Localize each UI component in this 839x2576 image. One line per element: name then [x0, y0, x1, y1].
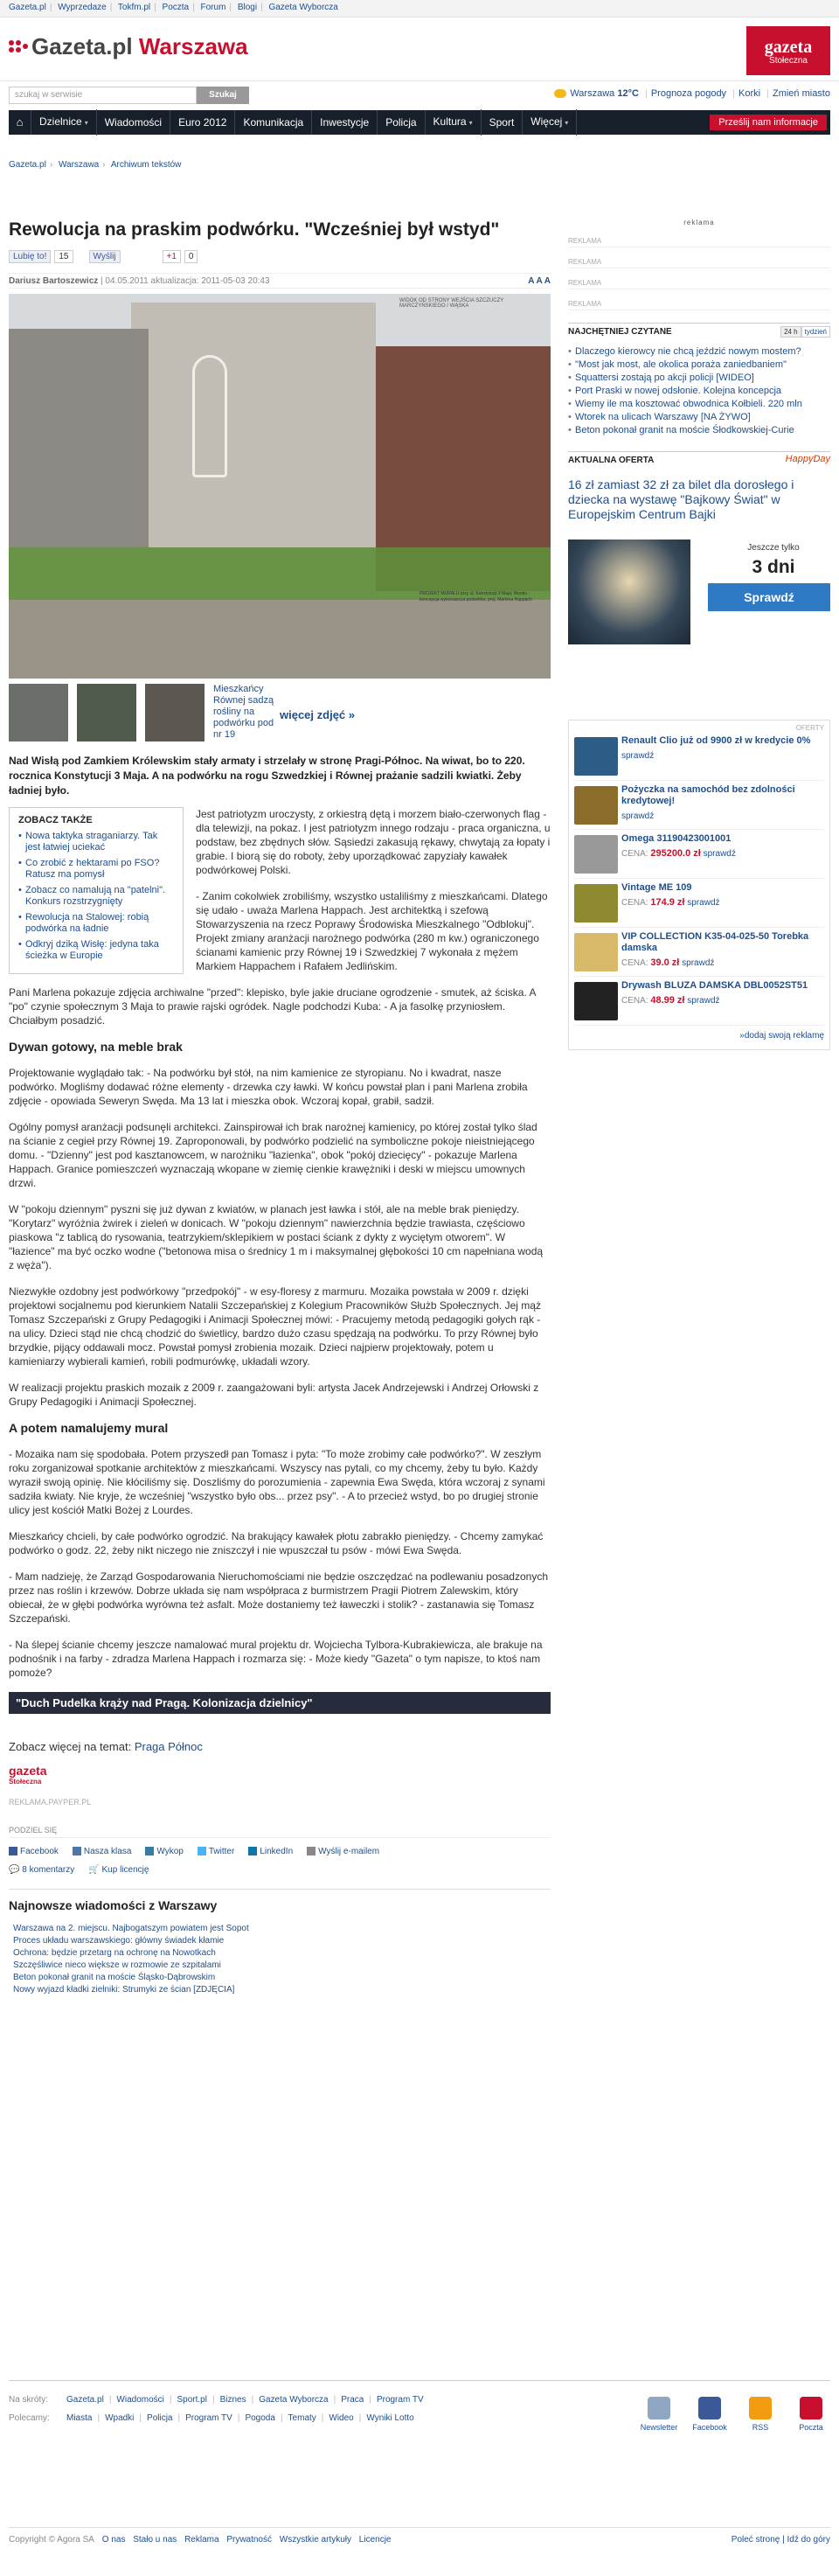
breadcrumb-link[interactable]: Warszawa [58, 160, 100, 170]
bottom-link[interactable]: Reklama [184, 2535, 219, 2545]
article-paragraph: - Mozaika nam się spodobała. Potem przyszedł pan Tomasz i pyta: "To może zrobimy całe podwórko?". W zeszłym roku zorganizował spotkanie architektów z mieszkańcami. Wszyscy nas pytali, co my chcemy, żeby tu było. Każdy wyraził swoją opinię. Nie kłóciliśmy się. Doszliśmy do porozumienia - zapewnia Ewa Swęda, która wczoraj z synami sadziła kwiaty. Nie kryje, że wcześniej "wszystko było obs... przez psy". - A to przecież wstyd, bo po drugiej stronie ulicy jest kościół Matki Bożej z Lourdes. [9, 1448, 545, 1516]
most-read-title: NAJCHĘTNIEJ CZYTANE [568, 327, 672, 337]
offer-thumbnail[interactable] [574, 835, 618, 874]
photo-legend: PROJEKT MURALU przy ul. Konstytucji 3 Maja; Muralu - koncepcja wykonawcza podwórka; proj. Marlena Happach [420, 591, 532, 602]
share-label: PODZIEL SIĘ [9, 1826, 551, 1838]
like-count: 15 [54, 250, 73, 263]
footer-recommended: Polecamy: Miasta | Wpadki | Policja | Program TV | Pogoda | Tematy | Wideo | Wyniki Lotto [9, 2413, 414, 2423]
article-paragraph: Mieszkańcy chcieli, by całe podwórko ogrodzić. Na brakujący kawałek płotu zabrakło pieniędzy. - Chcemy zamykać podwórko o godz. 22, żeby nikt niczego nie zniszczył i nie wpuszczał tu psów - mówi Ewa Swęda. [9, 1530, 544, 1556]
offer-check-link[interactable]: sprawdź [621, 751, 655, 761]
nk-icon [73, 1847, 81, 1855]
bottom-link[interactable]: Prywatność [226, 2535, 272, 2545]
temperature: 12°C [617, 88, 639, 99]
offer-thumbnail[interactable] [574, 884, 618, 922]
footer-link[interactable]: Wideo [329, 2413, 354, 2423]
search-input[interactable]: szukaj w serwisie [9, 87, 197, 104]
forecast-link[interactable]: Prognoza pogody [650, 88, 727, 99]
site-header [0, 17, 839, 80]
breadcrumb-link[interactable]: Gazeta.pl [9, 160, 46, 170]
mail-link[interactable]: Poczta [792, 2397, 830, 2432]
nav-dzielnice[interactable]: Dzielnice ▾ [31, 109, 97, 136]
offer-item-price [621, 750, 824, 761]
bottom-link[interactable]: Stało u nas [133, 2535, 177, 2545]
newsletter-icon [648, 2397, 670, 2419]
facebook-icon [698, 2397, 721, 2419]
article-paragraph: - Na ślepej ścianie chcemy jeszcze namalować mural projektu dr. Wojciecha Tylbora-Kubrakiewicza, ale brakuje na podnośnik i na farby - zdradza Marlena Happach i rozmarza się: - Może kiedy "Gazeta" o tym napisze, to ktoś nam pomoże? [9, 1639, 543, 1679]
offer-until-label: Jeszcze tylko [747, 543, 800, 553]
thumbnail-image[interactable] [77, 684, 136, 741]
offer-check-link[interactable]: sprawdź [687, 898, 720, 908]
see-also-link[interactable]: • Zobacz co namalują na "patelni". Konkurs rozstrzygnięty [18, 885, 174, 908]
tab-24h[interactable]: 24 h [780, 326, 801, 338]
recommend-top-link[interactable]: Poleć stronę | Idź do góry [731, 2535, 830, 2545]
top-service-bar: Gazeta.pl | Wyprzedaze | Tokfm.pl | Poczta | Forum | Blogi | Gazeta Wyborcza [0, 0, 839, 17]
search-row [0, 80, 839, 108]
social-buttons [9, 248, 551, 264]
main-nav [9, 110, 830, 135]
photo-caption: WIDOK OD STRONY WEJŚCIA SZCZUCZY MARCZYŃSKIEGO / WĄSKA [399, 298, 504, 309]
copyright-text: Copyright © Agora SA [9, 2535, 94, 2545]
rss-link[interactable]: RSS [741, 2397, 780, 2432]
topbar-link[interactable]: Poczta [162, 3, 190, 12]
font-size-switch[interactable]: A A A [528, 276, 551, 286]
most-read-link[interactable]: • "Most jak most, ale okolica poraża zaniedbaniem" [568, 359, 830, 372]
footer-link[interactable]: Wyniki Lotto [366, 2413, 414, 2423]
latest-news-link[interactable]: Beton pokonał granit na moście Śląsko-Dąbrowskim [13, 1973, 216, 1982]
offer-item[interactable] [574, 977, 824, 1026]
see-more-topic: Zobacz więcej na temat: Praga Północ [9, 1740, 203, 1753]
offer-check-link[interactable]: sprawdź [687, 996, 720, 1006]
thumbnail-image[interactable] [9, 684, 68, 741]
sun-icon [554, 89, 566, 98]
see-also-title: ZOBACZ TAKŻE [18, 815, 93, 825]
article-column [9, 219, 551, 1996]
article-body [9, 807, 551, 1996]
nav-sport[interactable]: Sport [482, 110, 524, 135]
offer-image[interactable] [568, 540, 690, 644]
footer-link[interactable]: Biznes [219, 2395, 246, 2405]
offer-title: AKTUALNA OFERTA [568, 456, 655, 465]
offer-thumbnail[interactable] [574, 786, 618, 825]
see-also-link[interactable]: • Rewolucja na Stalowej: robią podwórka na ładnie [18, 912, 174, 935]
article-paragraph: Jest patriotyzm uroczysty, z orkiestrą dętą i morzem biało-czerwonych flag - dla telewizji, na pokaz. I jest patriotyzm innego rodzaju - praca organiczna, u podstaw, bez zbędnych słów. Sąsiedzi zakasują rękawy, chwytają za łopaty i grabie. I biorą się do roboty, żeby uporządkować zapyziały kawałek podwórkowej Polski. [196, 808, 551, 876]
share-email[interactable]: Wyślij e-mailem [307, 1847, 379, 1856]
tab-week[interactable]: tydzień [801, 326, 830, 338]
facebook-link[interactable]: Facebook [690, 2397, 729, 2432]
article-meta: Dariusz Bartoszewicz | 04.05.2011 aktualizacja: 2011-05-03 20:43 A A A [9, 273, 551, 289]
offer-item[interactable] [574, 928, 824, 977]
offer-check-link[interactable]: sprawdź [682, 958, 715, 968]
latest-news-link[interactable]: Ochrona: będzie przetarg na ochronę na Nowotkach [13, 1948, 216, 1958]
traffic-link[interactable]: Korki [738, 88, 761, 99]
offer-item-price [621, 811, 824, 821]
more-photos-link[interactable]: więcej zdjęć » [280, 708, 355, 721]
topbar-link[interactable]: Tokfm.pl [117, 3, 151, 12]
footer-link[interactable]: Program TV [376, 2395, 424, 2405]
offer-check-link[interactable]: sprawdź [621, 811, 655, 821]
article-paragraph: W realizacji projektu praskich mozaik z 2009 r. zaangażowani byli: artysta Jacek Andrzejewski i Andrzej Orłowski z Grupy Pedagogiki i Animacji Społecznej. [9, 1382, 539, 1408]
ad-slot: REKLAMA [568, 279, 830, 289]
article-lead: Nad Wisłą pod Zamkiem Królewskim stały armaty i strzelały w stronę Pragi-Północ. Na wiwat, bo to 220. rocznica Konstytucji 3 Maja. A na podwórku na rogu Szwedzkiej i Równej prażanie sadzili kwiatki. Żeby ładniej było. [9, 755, 525, 797]
linkedin-icon [248, 1847, 257, 1855]
footer-link[interactable]: Pogoda [245, 2413, 275, 2423]
share-twitter[interactable]: Twitter [198, 1847, 234, 1856]
facebook-icon [9, 1847, 17, 1855]
most-read-link[interactable]: • Squattersi zostają po akcji policji [WIDEO] [568, 372, 830, 385]
most-read-link[interactable]: • Port Praski w nowej odsłonie. Kolejna koncepcja [568, 385, 830, 398]
home-icon[interactable]: ⌂ [9, 110, 31, 135]
nav-kultura[interactable]: Kultura ▾ [426, 109, 482, 136]
comments-link[interactable]: 💬 8 komentarzy [9, 1865, 75, 1875]
like-button[interactable]: Lubię to! [9, 250, 51, 263]
bottom-bar [9, 2527, 830, 2548]
footer [9, 2380, 830, 2468]
footer-link[interactable]: Wpadki [105, 2413, 135, 2423]
article-paragraph: Ogólny pomysł aranżacji podsunęli architekci. Zainspirował ich brak narożnej kamienicy, po której został tylko ślad na ścianie z cegieł przy Równej 19. Zaproponowali, by podwórko podzielić na symboliczne pokoje nieistniejącego domu. - "Dzienny" jest pod kasztanowcem, w narożniku "łazienka", obok "pokój dziecięcy" - pokazuje Marlena Happach. Granice pomieszczeń wyznaczają wkopane w ziemię cienkie krawężniki i deski w miejscu umownych drzwi. [9, 1121, 537, 1189]
search-button[interactable]: Szukaj [197, 87, 249, 104]
footer-link[interactable]: Sport.pl [177, 2395, 207, 2405]
breadcrumb: Gazeta.pl › Warszawa › Archiwum tekstów [9, 160, 182, 170]
see-also-link[interactable]: • Nowa taktyka straganiarzy. Tak jest łatwiej uciekać [18, 831, 174, 853]
offer-item-title[interactable]: Renault Clio już od 9900 zł w kredycie 0% [621, 735, 811, 746]
buy-license-link[interactable]: 🛒 Kup licencję [88, 1865, 149, 1875]
footer-link[interactable]: Gazeta.pl [66, 2395, 104, 2405]
topbar-link[interactable]: Gazeta Wyborcza [268, 3, 338, 12]
nav-wiecej[interactable]: Więcej ▾ [523, 109, 577, 136]
article-paragraph: - Zanim cokolwiek zrobiliśmy, wszystko ustaliliśmy z mieszkańcami. Dlatego się udało - uważa Marlena Happach. Jest architektką i szefową Stowarzyszenia na rzecz Poprawy Środowiska Mieszkalnego "Odblokuj". Projekt zmiany aranżacji narożnego podwórka (280 m kw.) ograniczonego ścianami kamienic przy Równej 19 i Szwedzkiej 7 wykonała z mężem Markiem Happachem i Rafałem Jedlińskim. [196, 890, 548, 972]
share-naszaklasa[interactable]: Nasza klasa [73, 1847, 131, 1856]
nav-wiadomosci[interactable]: Wiadomości [97, 110, 170, 135]
add-ad-link[interactable]: »dodaj swoją reklamę [739, 1031, 824, 1041]
article-photo[interactable] [9, 294, 551, 679]
footer-link[interactable]: Miasta [66, 2413, 93, 2423]
latest-news-link[interactable]: Nowy wyjazd kładki zielniki: Strumyki ze ścian [ZDJĘCIA] [13, 1985, 235, 1995]
nav-euro2012[interactable]: Euro 2012 [170, 110, 235, 135]
offer-item-title[interactable]: Vintage ME 109 [621, 882, 692, 893]
nav-policja[interactable]: Policja [378, 110, 425, 135]
see-also-link[interactable]: • Odkryj dziką Wisłę: jedyna taka ścieżka w Europie [18, 939, 174, 962]
bottom-link[interactable]: Wszystkie artykuły [279, 2535, 352, 2545]
offer-item[interactable] [574, 732, 824, 781]
footer-link[interactable]: Praca [341, 2395, 364, 2405]
ad-slot: REKLAMA [568, 237, 830, 247]
ad-label: reklama [683, 219, 715, 226]
ad-slot: REKLAMA [568, 258, 830, 268]
gplus-button[interactable]: +1 [163, 250, 181, 263]
see-also-link[interactable]: • Co zrobić z hektarami po FSO? Ratusz ma pomysł [18, 858, 174, 881]
article-subheading: A potem namalujemy mural [9, 1421, 169, 1435]
latest-news-link[interactable]: Warszawa na 2. miejscu. Najbogatszym powiatem jest Sopot [13, 1924, 249, 1933]
send-info-button[interactable]: Prześlij nam informacje [710, 115, 827, 130]
comments-bar [9, 1865, 551, 1875]
latest-news-link[interactable]: Proces układu warszawskiego: główny świadek kłamie [13, 1936, 225, 1946]
offer-item-price: CENA: 174.9 zł sprawdź [621, 897, 720, 908]
offer-item-title[interactable]: VIP COLLECTION K35-04-025-50 Torebka damska [621, 931, 809, 953]
share-facebook[interactable]: Facebook [9, 1847, 59, 1856]
footer-link[interactable]: Tematy [288, 2413, 316, 2423]
thumbnail-image[interactable] [145, 684, 205, 741]
offer-item-price: CENA: 39.0 zł sprawdź [621, 957, 715, 968]
footer-link[interactable]: Program TV [185, 2413, 232, 2423]
footer-link[interactable]: Policja [147, 2413, 173, 2423]
thumbnail-caption[interactable]: Mieszkańcy Równej sadzą rośliny na podwórku pod nr 19 [213, 684, 274, 740]
topbar-link[interactable]: Forum [200, 3, 226, 12]
article-paragraph: W "pokoju dziennym" pyszni się już dywan z kwiatów, w planach jest ławka i stół, ale na meble brak pieniędzy. "Korytarz" wyróżnia żwirek i zieleń w donicach. W "pokoju dziennym" nawierzchnia będzie trawiasta, częściowo piaskowa "z tablicą do rysowania, teatrzykiem/sklepikiem w postaci ściank z dykty z wyciętym otworem". W "łazience" ma być oczko wodne ("betonowa misa o średnicy 1 m i maksymalnej głębokości 10 cm napełniana wodą z węża"). [9, 1203, 544, 1271]
related-article-banner[interactable]: "Duch Pudelka krąży nad Pragą. Kolonizacja dzielnicy" [9, 1692, 551, 1714]
article-subheading: Dywan gotowy, na meble brak [9, 1040, 183, 1054]
offer-item-title[interactable]: Omega 31190423001001 [621, 833, 732, 844]
newsletter-link[interactable]: Newsletter [640, 2397, 678, 2432]
offer-days: 3 dni [752, 557, 795, 577]
offer-item-title[interactable]: Drywash BLUZA DAMSKA DBL0052ST51 [621, 980, 808, 991]
rss-icon [749, 2397, 772, 2419]
offer-text[interactable]: 16 zł zamiast 32 zł za bilet dla dorosłego i dziecka na wystawę "Bajkowy Świat" w Europejskim Centrum Bajki [568, 477, 794, 521]
article-date: 04.05.2011 aktualizacja: 2011-05-03 20:43 [105, 276, 270, 286]
article-paragraph: Pani Marlena pokazuje zdjęcia archiwalne "przed": klepisko, byle jakie druciane ogrodzenie - smutek, aż ściska. A "po" czynie społecznym 3 Maja to prawie rajski ogródek. Nagle podchodzi Kuba: - A ja fasolkę przyniosłem. Chciałbym posadzić. [9, 986, 536, 1027]
email-icon [307, 1847, 315, 1855]
offer-check-button[interactable]: Sprawdź [708, 583, 830, 611]
offer-thumbnail[interactable] [574, 933, 618, 971]
weather-widget: Warszawa 12°C | Prognoza pogody | Korki | Zmień miasto [554, 88, 830, 99]
photo-thumbnails [9, 684, 551, 741]
offer-item[interactable] [574, 879, 824, 928]
most-read-box [568, 323, 830, 437]
gazeta-mini-logo: gazeta Stołeczna [9, 1764, 47, 1786]
offer-item-price: CENA: 48.99 zł sprawdź [621, 995, 720, 1006]
latest-news-title: Najnowsze wiadomości z Warszawy [9, 1898, 218, 1912]
topbar-link[interactable]: Gazeta.pl [9, 3, 46, 12]
topbar-link[interactable]: Wyprzedaze [58, 3, 107, 12]
footer-link[interactable]: Gazeta Wyborcza [259, 2395, 329, 2405]
mail-icon [800, 2397, 822, 2419]
offer-item-price: CENA: 295200.0 zł sprawdź [621, 848, 736, 859]
offers-box [568, 720, 830, 1050]
article-paragraph: Niezwykłe ozdobny jest podwórkowy "przedpokój" - w esy-floresy z marmuru. Mozaika powstała w 2009 r. dzięki projektowi socjalnemu pod kierunkiem Natalii Szczepańskiej z Kolegium Pracowników Służb Społecznych. Jej mąż Tomasz Szczepański z Grupy Pedagogiki i Animacji Społecznej mówi: - Pracujemy metodą pedagogiki gołych rąk - na ulicy. Dzieci stąd nie chcą chodzić do świetlicy, bardzo dużo czasu spędzają na podwórku. To przy Równej było brzydkie, pijący oddawali mocz. Powstał pomysł zrobienia mozaik. Dzieci najpierw projektowały, potem u kamieniarzy wybierali kamień, robili podmurówkę, układali wzory. [9, 1285, 541, 1368]
breadcrumb-link[interactable]: Archiwum tekstów [110, 160, 182, 170]
latest-news-link[interactable]: Szczęśliwice nieco większe w rozmowie ze szpitalami [13, 1960, 221, 1970]
payper-label: REKLAMA.PAYPER.PL [9, 1798, 92, 1807]
footer-link[interactable]: Wiadomości [116, 2395, 164, 2405]
most-read-link[interactable]: • Wiemy ile ma kosztować obwodnica Kołbieli. 220 mln [568, 398, 830, 411]
article-paragraph: - Mam nadzieję, że Zarząd Gospodarowania Nieruchomościami nie będzie oszczędzać na podlewaniu posadzonych przez nas roślin i krzewów. Dobrze układa się nam współpraca z burmistrzem Pragii Piotrem Zalewskim, który obiecał, że w głębi podwórka wyrówna też asfalt. Może dostaniemy też ławeczki i stolik? - zastanawia się Tomasz Szczepański. [9, 1570, 548, 1625]
send-button[interactable]: Wyślij [89, 250, 121, 263]
most-read-link[interactable]: • Beton pokonał granit na moście Śłodkowskiej-Curie [568, 424, 830, 437]
current-offer-box [568, 451, 830, 604]
right-sidebar [568, 219, 830, 1050]
bottom-link[interactable]: Licencje [358, 2535, 392, 2545]
topic-link[interactable]: Praga Północ [134, 1740, 203, 1753]
author: Dariusz Bartoszewicz [9, 276, 99, 286]
article-paragraph: Projektowanie wyglądało tak: - Na podwórku był stół, na nim kamienice ze styropianu. No i kwadrat, nasze podwórko. Mogliśmy dodawać różne elementy - drzewka czy ławki. W końcu powstał plan i pani Marlena zrobiła zdjęcie - opowiada Seweryn Swęda. Ma 13 lat i mieszka obok. Wczoraj kopał, grabił, sadził. [9, 1067, 528, 1107]
twitter-icon [198, 1847, 206, 1855]
latest-news [9, 1889, 551, 1996]
see-also-box [9, 807, 184, 974]
happyday-logo[interactable]: HappyDay [785, 454, 830, 464]
ad-slot: REKLAMA [568, 300, 830, 310]
change-city-link[interactable]: Zmień miasto [772, 88, 830, 99]
footer-shortcuts: Na skróty: Gazeta.pl | Wiadomości | Sport.pl | Biznes | Gazeta Wyborcza | Praca | Program TV [9, 2395, 424, 2405]
share-bar [9, 1847, 551, 1856]
bottom-link[interactable]: O nas [101, 2535, 126, 2545]
most-read-link[interactable]: • Wtorek na ulicach Warszawy [NA ŻYWO] [568, 411, 830, 424]
offer-item-title[interactable]: Pożyczka na samochód bez zdolności kredytowej! [621, 784, 795, 806]
topbar-link[interactable]: Blogi [237, 3, 258, 12]
article-title: Rewolucja na praskim podwórku. "Wcześniej był wstyd" [9, 219, 500, 240]
wykop-icon [145, 1847, 154, 1855]
offers-label: OFERTY [795, 724, 824, 732]
offer-item[interactable] [574, 830, 824, 879]
site-logo[interactable]: Gazeta.pl Warszawa [9, 33, 248, 60]
most-read-link[interactable]: • Dlaczego kierowcy nie chcą jeździć nowym mostem? [568, 345, 830, 359]
dots-logo-icon [9, 40, 28, 56]
share-wykop[interactable]: Wykop [145, 1847, 183, 1856]
mural-figure [192, 355, 227, 477]
gazeta-stoleczna-logo[interactable]: gazeta Stołeczna [746, 26, 830, 75]
offer-thumbnail[interactable] [574, 982, 618, 1020]
share-linkedin[interactable]: LinkedIn [248, 1847, 293, 1856]
offer-thumbnail[interactable] [574, 737, 618, 776]
nav-inwestycje[interactable]: Inwestycje [312, 110, 378, 135]
offer-item[interactable] [574, 781, 824, 830]
gplus-count: 0 [184, 250, 198, 263]
nav-komunikacja[interactable]: Komunikacja [235, 110, 312, 135]
offer-check-link[interactable]: sprawdź [703, 849, 736, 859]
